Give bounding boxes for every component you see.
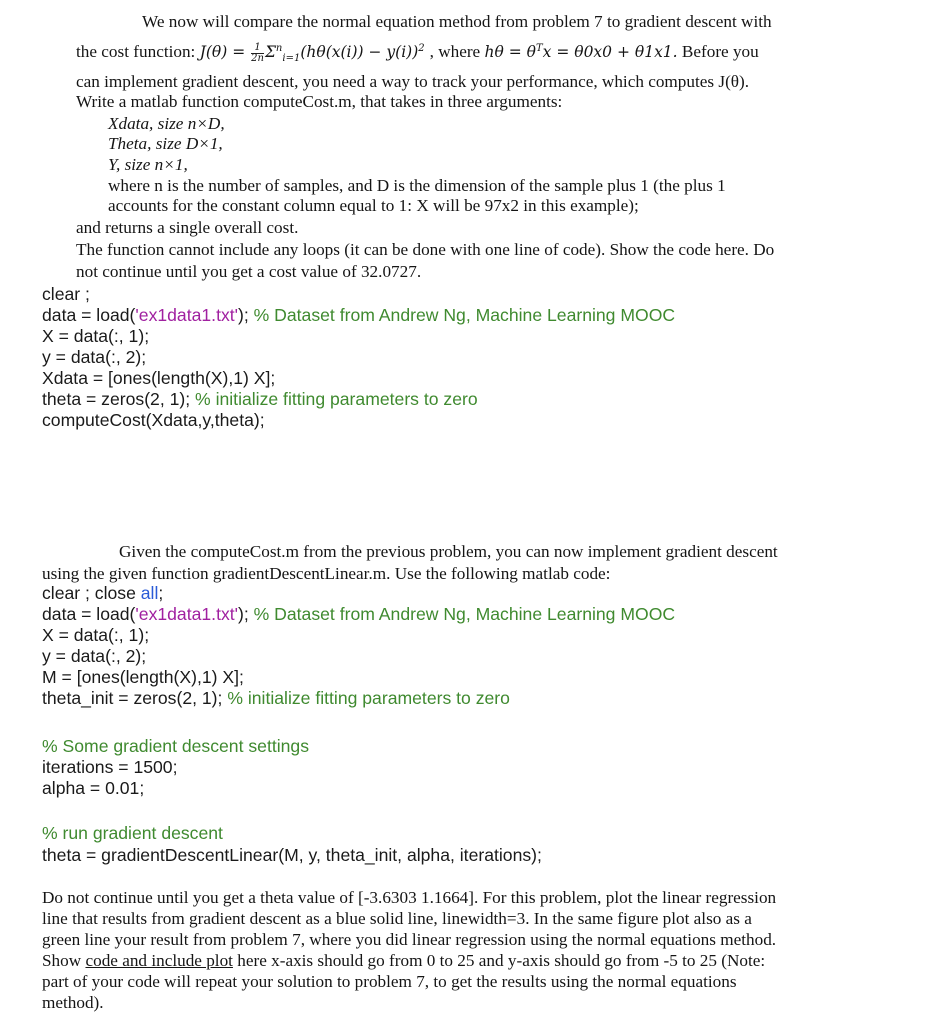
code-text: X = data(:, 1); bbox=[42, 326, 150, 346]
final-line3: green line your result from problem 7, where you did linear regression using the normal equations method. bbox=[42, 930, 777, 949]
code-comment: % run gradient descent bbox=[42, 823, 223, 843]
code-comment: % Dataset from Andrew Ng, Machine Learning MOOC bbox=[253, 604, 676, 624]
final-underlined: code and include plot bbox=[85, 951, 233, 970]
code-comment: % Dataset from Andrew Ng, Machine Learning MOOC bbox=[253, 305, 676, 325]
code-text: data = load( bbox=[42, 604, 136, 624]
code9-line9 bbox=[42, 778, 144, 799]
code8-line3 bbox=[42, 326, 149, 347]
code-text: ); bbox=[238, 305, 254, 325]
formula-transpose: T bbox=[535, 42, 543, 54]
code9-line2 bbox=[42, 604, 675, 625]
code9-line1 bbox=[42, 583, 163, 604]
formula-J: J(θ) = bbox=[199, 43, 246, 61]
code9-line7 bbox=[42, 736, 309, 757]
where-line2: accounts for the constant column equal to 1: X will be 97x2 in this example); bbox=[108, 196, 639, 215]
code-comment: % Some gradient descent settings bbox=[42, 736, 309, 756]
fraction-denominator: 2n bbox=[251, 52, 264, 64]
code-text: iterations = 1500; bbox=[42, 757, 178, 777]
code-keyword: all bbox=[140, 583, 159, 603]
code9-line6 bbox=[42, 688, 510, 709]
code-text: ; bbox=[158, 583, 164, 603]
problem8-line3: can implement gradient descent, you need a way to track your performance, which computes J(θ). bbox=[76, 72, 750, 91]
code8-line2 bbox=[42, 305, 675, 326]
where-line1: where n is the number of samples, and D is the dimension of the sample plus 1 (the plus 1 bbox=[108, 176, 726, 195]
problem8-line4: Write a matlab function computeCost.m, that takes in three arguments: bbox=[76, 92, 563, 111]
final-line2: line that results from gradient descent as a blue solid line, linewidth=3. In the same figure plot also as a bbox=[42, 909, 752, 928]
code9-line4 bbox=[42, 646, 146, 667]
code9-line3 bbox=[42, 625, 149, 646]
problem9-intro-line1: Given the computeCost.m from the previous problem, you can now implement gradient descent bbox=[119, 542, 778, 561]
code-text: theta_init = zeros(2, 1); bbox=[42, 688, 228, 708]
code9-line11 bbox=[42, 845, 542, 866]
final-line1: Do not continue until you get a theta value of [-3.6303 1.1664]. For this problem, plot the linear regression bbox=[42, 888, 777, 907]
formula-fraction bbox=[251, 43, 264, 64]
sum-upper: n bbox=[275, 42, 283, 54]
code-text: X = data(:, 1); bbox=[42, 625, 150, 645]
argument-y: Y, size n×1, bbox=[108, 155, 188, 174]
code-text: theta = zeros(2, 1); bbox=[42, 389, 196, 409]
sum-lower: i=1 bbox=[282, 53, 301, 65]
code-text: clear ; close bbox=[42, 583, 141, 603]
code-text: ); bbox=[238, 604, 254, 624]
hypothesis-formula bbox=[484, 43, 677, 61]
formula-square: 2 bbox=[418, 42, 425, 54]
formula-h: hθ = θ bbox=[484, 43, 536, 61]
code-text: y = data(:, 2); bbox=[42, 347, 147, 367]
code8-line4 bbox=[42, 347, 146, 368]
problem9-intro-line2: using the given function gradientDescentLinear.m. Use the following matlab code: bbox=[42, 564, 611, 583]
problem8-cost-function-line bbox=[76, 42, 759, 64]
argument-xdata: Xdata, size n×D, bbox=[108, 114, 225, 133]
code-comment: % initialize fitting parameters to zero bbox=[227, 688, 510, 708]
final-line5: part of your code will repeat your solution to problem 7, to get the results using the normal equations bbox=[42, 972, 737, 991]
code-text: clear ; bbox=[42, 284, 90, 304]
code-string: 'ex1data1.txt' bbox=[135, 604, 238, 624]
code-text: theta = gradientDescentLinear(M, y, theta_init, alpha, iterations); bbox=[42, 845, 542, 865]
formula-where: , where bbox=[429, 42, 481, 61]
final-text: Show bbox=[42, 951, 86, 970]
problem8-intro-line1 bbox=[142, 12, 772, 33]
final-text: here x-axis should go from 0 to 25 and y-axis should go from -5 to 25 (Note: bbox=[232, 951, 766, 970]
final-line6: method). bbox=[42, 993, 104, 1012]
code-text: M = [ones(length(X),1) X]; bbox=[42, 667, 244, 687]
before-you: Before you bbox=[681, 42, 759, 61]
returns-line: and returns a single overall cost. bbox=[76, 218, 299, 237]
formula-sum: Σ bbox=[264, 43, 276, 61]
formula-body: (hθ(x(i)) − y(i)) bbox=[300, 43, 419, 61]
loops-line2: not continue until you get a cost value of 32.0727. bbox=[76, 262, 422, 281]
code8-line5 bbox=[42, 368, 275, 389]
cost-formula bbox=[199, 41, 430, 65]
code-text: data = load( bbox=[42, 305, 136, 325]
code-text: Xdata = [ones(length(X),1) X]; bbox=[42, 368, 276, 388]
fraction-numerator: 1 bbox=[251, 43, 264, 54]
intro-text: We now will compare the normal equation method from problem 7 to gradient descent with bbox=[142, 12, 772, 31]
formula-rest: x = θ0x0 + θ1x1. bbox=[542, 43, 678, 61]
final-line4 bbox=[42, 951, 765, 972]
code-comment: % initialize fitting parameters to zero bbox=[195, 389, 478, 409]
cost-prefix: the cost function: bbox=[76, 42, 196, 61]
code8-line6 bbox=[42, 389, 478, 410]
code-string: 'ex1data1.txt' bbox=[135, 305, 238, 325]
code9-line10 bbox=[42, 823, 223, 844]
argument-theta: Theta, size D×1, bbox=[108, 134, 223, 153]
code9-line5 bbox=[42, 667, 244, 688]
code-text: y = data(:, 2); bbox=[42, 646, 147, 666]
code8-line1 bbox=[42, 284, 90, 305]
code8-line7 bbox=[42, 410, 265, 431]
code-text: computeCost(Xdata,y,theta); bbox=[42, 410, 265, 430]
code-text: alpha = 0.01; bbox=[42, 778, 145, 798]
code9-line8 bbox=[42, 757, 177, 778]
loops-line1: The function cannot include any loops (it can be done with one line of code). Show the code here. Do bbox=[76, 240, 775, 259]
